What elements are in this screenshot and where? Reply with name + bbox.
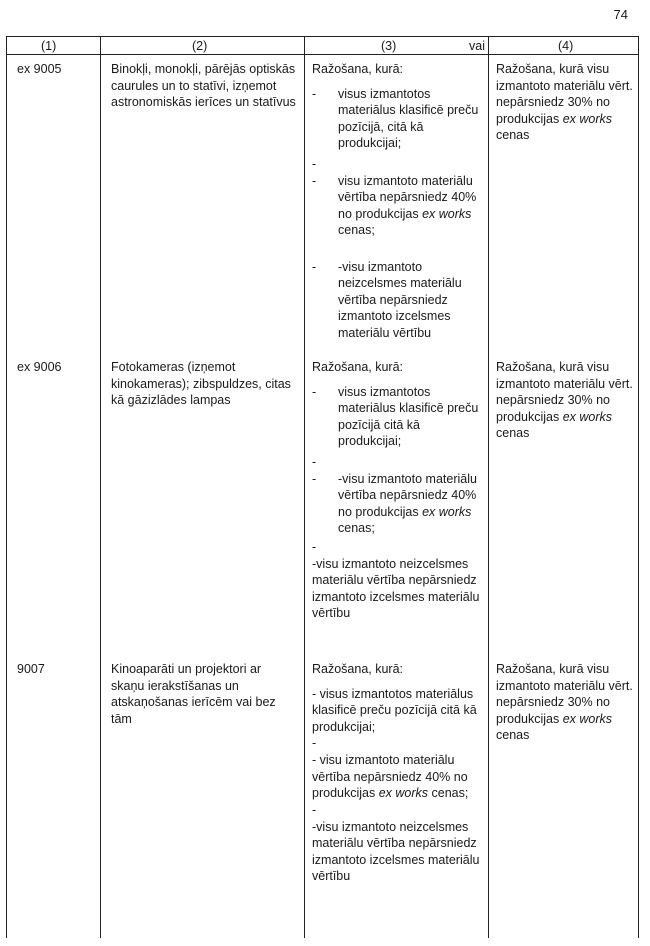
ex-works-term: ex works: [562, 111, 613, 126]
column-divider: [304, 37, 305, 938]
condition-text: -visu izmantoto neizcelsmes materiālu vērtība nepārsniedz izmantoto izcelsmes materiālu vērtību: [312, 556, 480, 620]
alternative-text: cenas: [496, 128, 530, 142]
condition-text: visus izmantotos materiālus klasificē preču pozīcijā citā kā produkcijai;: [338, 384, 479, 448]
alternative-text: cenas: [496, 728, 530, 742]
row-description: Fotokameras (izņemot kinokameras); zibspuldzes, citas kā gāzizlādes lampas: [111, 360, 291, 407]
ex-works-term: ex works: [562, 409, 613, 424]
conditions-intro: Ražošana, kurā:: [312, 360, 404, 374]
condition-text: cenas;: [431, 786, 469, 800]
conditions-intro: Ražošana, kurā:: [312, 662, 404, 676]
ex-works-term: ex works: [422, 504, 472, 519]
dash-marker: -: [312, 736, 317, 750]
header-vai: vai: [469, 39, 485, 53]
ex-works-term: ex works: [378, 786, 429, 800]
condition-text: -visu izmantoto neizcelsmes materiālu vērtība nepārsniedz izmantoto izcelsmes materiālu vērtību: [338, 259, 462, 340]
condition-text: visu izmantoto materiālu vērtība nepārsniedz 40% no produkcijas: [338, 173, 477, 221]
header-col-1: (1): [41, 39, 57, 53]
condition-text: visus izmantotos materiālus klasificē preču pozīcijā, citā kā produkcijai;: [338, 86, 479, 150]
alternative-text: Ražošana, kurā visu izmantoto materiālu vērt. nepārsniedz 30% no produkcijas: [496, 662, 633, 726]
dash-marker: -: [312, 173, 317, 188]
alternative-text: cenas: [496, 426, 530, 440]
column-divider: [488, 37, 489, 938]
condition-text: - visu izmantoto materiālu vērtība nepārsniedz 40% no produkcijas: [312, 753, 468, 800]
row-alternative: [496, 359, 634, 442]
condition-text: -visu izmantoto materiālu vērtība nepārsniedz 40% no produkcijas: [338, 471, 477, 519]
condition-text: -visu izmantoto neizcelsmes materiālu vērtība nepārsniedz izmantoto izcelsmes materiālu vērtību: [312, 819, 480, 883]
condition-text: cenas;: [338, 223, 375, 237]
header-col-2: (2): [192, 39, 208, 53]
ex-works-term: ex works: [562, 711, 613, 726]
row-conditions: [312, 661, 484, 885]
page-number: 74: [613, 7, 628, 22]
column-divider: [100, 37, 101, 938]
dash-marker: -: [312, 454, 317, 469]
row-code: ex 9006: [17, 360, 62, 374]
dash-marker: -: [312, 539, 317, 554]
condition-text: cenas;: [338, 521, 375, 535]
row-conditions: [312, 359, 484, 622]
dash-marker: -: [312, 156, 317, 171]
row-conditions: [312, 61, 484, 341]
header-col-4: (4): [558, 39, 574, 53]
condition-text: - visus izmantotos materiālus klasificē preču pozīcijā citā kā produkcijai;: [312, 686, 477, 734]
rules-table: [6, 36, 639, 938]
dash-marker: -: [312, 384, 317, 399]
dash-marker: -: [312, 471, 317, 486]
row-description: Binokļi, monokļi, pārējās optiskās caurules un to statīvi, izņemot astronomiskās ierīces un statīvus: [111, 62, 296, 109]
dash-marker: -: [312, 802, 317, 817]
header-col-3: (3): [381, 39, 397, 53]
dash-marker: -: [312, 86, 317, 101]
alternative-text: Ražošana, kurā visu izmantoto materiālu vērt. nepārsniedz 30% no produkcijas: [496, 360, 633, 424]
dash-marker: -: [312, 259, 317, 274]
row-code: 9007: [17, 662, 45, 676]
row-description: Kinoaparāti un projektori ar skaņu ierakstīšanas un atskaņošanas ierīcēm vai bez tām: [111, 662, 276, 726]
row-code: ex 9005: [17, 62, 62, 76]
header-divider: [7, 54, 638, 55]
ex-works-term: ex works: [422, 206, 472, 221]
conditions-intro: Ražošana, kurā:: [312, 62, 404, 76]
row-alternative: [496, 61, 634, 144]
row-alternative: [496, 661, 634, 744]
alternative-text: Ražošana, kurā visu izmantoto materiālu vērt. nepārsniedz 30% no produkcijas: [496, 62, 633, 126]
